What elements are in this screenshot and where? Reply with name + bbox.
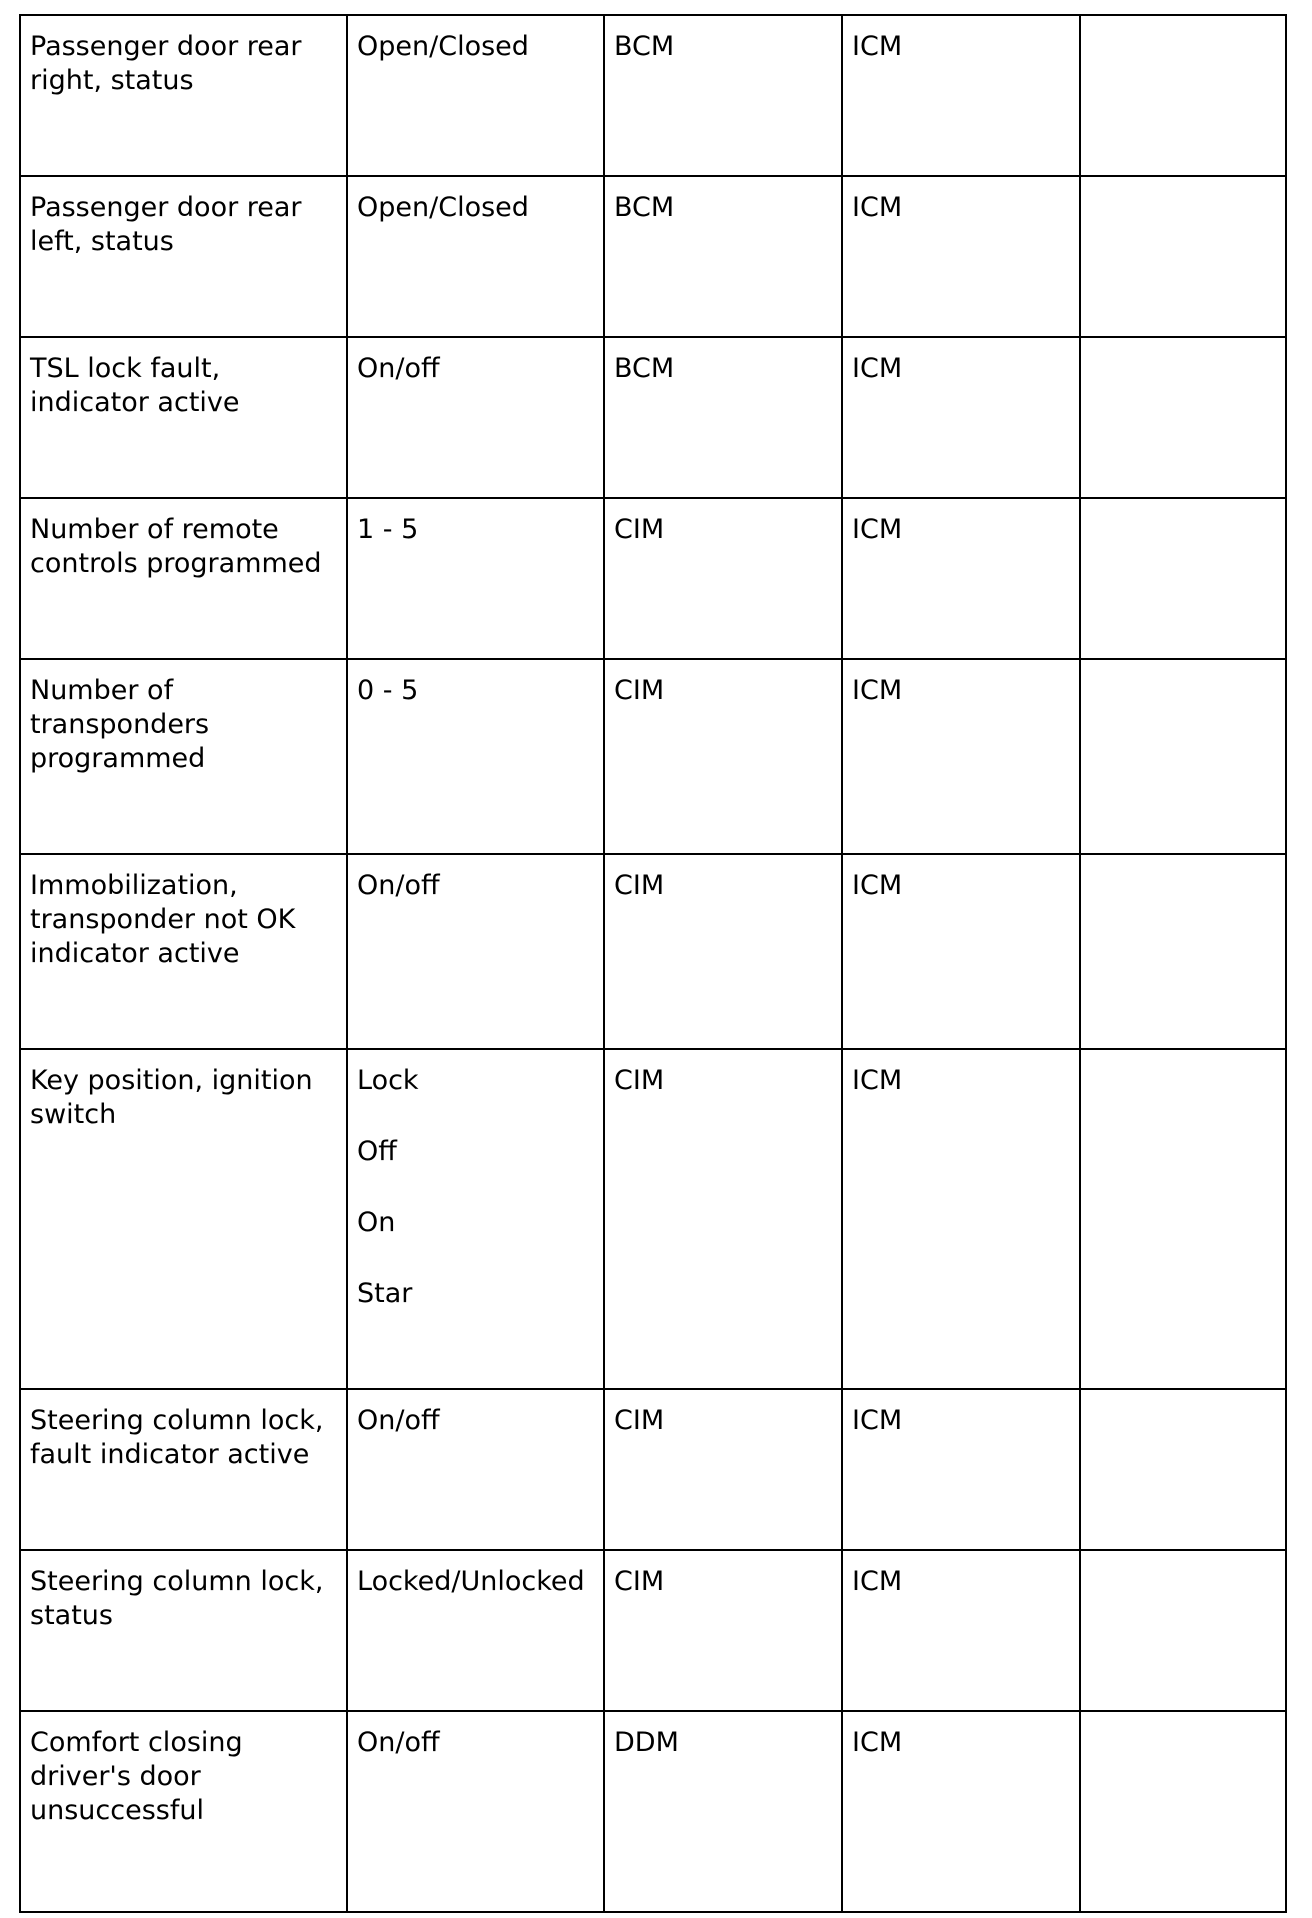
signal-cell: Steering column lock, status — [20, 1550, 347, 1711]
table-row — [20, 854, 1286, 1049]
extra-cell — [1080, 498, 1286, 659]
signal-cell: Number of transponders programmed — [20, 659, 347, 854]
receiver-cell: ICM — [842, 854, 1080, 1049]
sender-cell: BCM — [604, 15, 842, 176]
table-row — [20, 1711, 1286, 1912]
receiver-cell: ICM — [842, 1049, 1080, 1389]
receiver-cell: ICM — [842, 15, 1080, 176]
signal-cell: Passenger door rear left, status — [20, 176, 347, 337]
values-cell: Locked/Unlocked — [347, 1550, 604, 1711]
sender-cell: CIM — [604, 659, 842, 854]
values-cell: Open/Closed — [347, 176, 604, 337]
extra-cell — [1080, 337, 1286, 498]
sender-cell: CIM — [604, 854, 842, 1049]
table-row — [20, 176, 1286, 337]
values-cell: On/off — [347, 1711, 604, 1912]
value-option: Off — [357, 1136, 397, 1167]
signal-cell: Passenger door rear right, status — [20, 15, 347, 176]
extra-cell — [1080, 659, 1286, 854]
extra-cell — [1080, 1711, 1286, 1912]
values-cell: On/off — [347, 1389, 604, 1550]
sender-cell: BCM — [604, 337, 842, 498]
signal-cell: TSL lock fault, indicator active — [20, 337, 347, 498]
sender-cell: CIM — [604, 1550, 842, 1711]
signal-table-container — [19, 14, 1285, 1913]
value-option: Lock — [357, 1065, 419, 1096]
values-cell — [347, 1049, 604, 1389]
signal-cell: Steering column lock, fault indicator active — [20, 1389, 347, 1550]
table-row — [20, 337, 1286, 498]
table-row — [20, 1049, 1286, 1389]
sender-cell: CIM — [604, 1389, 842, 1550]
receiver-cell: ICM — [842, 176, 1080, 337]
signal-table — [19, 14, 1287, 1913]
table-row — [20, 1550, 1286, 1711]
table-row — [20, 15, 1286, 176]
signal-cell: Key position, ignition switch — [20, 1049, 347, 1389]
extra-cell — [1080, 1389, 1286, 1550]
table-row — [20, 1389, 1286, 1550]
receiver-cell: ICM — [842, 337, 1080, 498]
extra-cell — [1080, 854, 1286, 1049]
value-option: Star — [357, 1278, 413, 1309]
signal-cell: Number of remote controls programmed — [20, 498, 347, 659]
receiver-cell: ICM — [842, 659, 1080, 854]
receiver-cell: ICM — [842, 1389, 1080, 1550]
values-cell: On/off — [347, 337, 604, 498]
values-cell: 0 - 5 — [347, 659, 604, 854]
extra-cell — [1080, 1049, 1286, 1389]
signal-cell: Comfort closing driver's door unsuccessful — [20, 1711, 347, 1912]
sender-cell: CIM — [604, 498, 842, 659]
values-cell: On/off — [347, 854, 604, 1049]
receiver-cell: ICM — [842, 498, 1080, 659]
value-option: On — [357, 1207, 396, 1238]
table-row — [20, 498, 1286, 659]
sender-cell: CIM — [604, 1049, 842, 1389]
extra-cell — [1080, 15, 1286, 176]
receiver-cell: ICM — [842, 1550, 1080, 1711]
sender-cell: DDM — [604, 1711, 842, 1912]
values-cell: 1 - 5 — [347, 498, 604, 659]
sender-cell: BCM — [604, 176, 842, 337]
extra-cell — [1080, 176, 1286, 337]
values-cell: Open/Closed — [347, 15, 604, 176]
receiver-cell: ICM — [842, 1711, 1080, 1912]
extra-cell — [1080, 1550, 1286, 1711]
signal-cell: Immobilization, transponder not OK indicator active — [20, 854, 347, 1049]
table-row — [20, 659, 1286, 854]
